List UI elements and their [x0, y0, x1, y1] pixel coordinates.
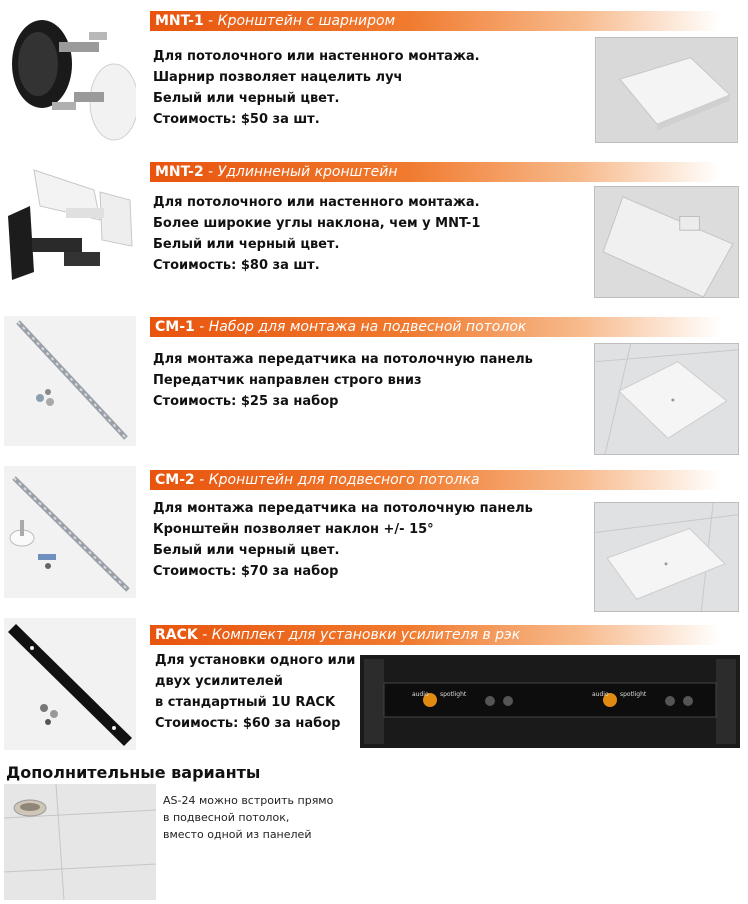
- description-mnt-2: Для потолочного или настенного монтажа. Более широкие углы наклона, чем у MNT-1 Белый или черный цвет. Стоимость: $80 за шт.: [153, 195, 481, 273]
- cm-1-kit-image: [4, 316, 136, 446]
- cm-2-kit-image: [4, 466, 136, 598]
- product-title: Удлинненый кронштейн: [217, 164, 398, 180]
- rack-kit-image: [4, 618, 136, 750]
- additional-options-description: AS-24 можно встроить прямо в подвесной потолок, вместо одной из панелей: [163, 794, 334, 841]
- product-title: Кронштейн с шарниром: [217, 13, 396, 29]
- mnt-2-installed-photo: [594, 186, 739, 298]
- svg-text:audio: audio: [592, 691, 609, 698]
- banner-mnt-1: MNT-1 - Кронштейн с шарниром: [150, 11, 720, 31]
- description-cm-2: Для монтажа передатчика на потолочную панель Кронштейн позволяет наклон +/- 15° Белый или черный цвет. Стоимость: $70 за набор: [153, 501, 533, 579]
- description-mnt-1: Для потолочного или настенного монтажа. Шарнир позволяет нацелить луч Белый или черный цвет. Стоимость: $50 за шт.: [153, 49, 480, 127]
- product-title: Набор для монтажа на подвесной потолок: [208, 319, 527, 335]
- banner-mnt-2: MNT-2 - Удлинненый кронштейн: [150, 162, 720, 182]
- product-code: CM-1: [155, 319, 195, 335]
- product-cm-2: [0, 460, 748, 615]
- banner-cm-2: CM-2 - Кронштейн для подвесного потолка: [150, 470, 720, 490]
- additional-options-title: Дополнительные варианты: [6, 763, 261, 782]
- product-code: RACK: [155, 627, 198, 643]
- svg-text:spotlight: spotlight: [620, 691, 647, 698]
- product-title: Кронштейн для подвесного потолка: [208, 472, 480, 488]
- product-code: MNT-1: [155, 13, 204, 29]
- description-cm-1: Для монтажа передатчика на потолочную панель Передатчик направлен строго вниз Стоимость: $25 за набор: [153, 352, 533, 409]
- mnt-2-bracket-image: [4, 160, 136, 292]
- cm-1-installed-photo: [594, 343, 739, 455]
- banner-cm-1: CM-1 - Набор для монтажа на подвесной потолок: [150, 317, 720, 337]
- product-cm-1: [0, 305, 748, 460]
- mnt-1-installed-photo: [595, 37, 738, 143]
- banner-rack: RACK - Комплект для установки усилителя в рэк: [150, 625, 720, 645]
- product-mnt-2: [0, 150, 748, 305]
- cm-2-installed-photo: [594, 502, 739, 612]
- product-title: Комплект для установки усилителя в рэк: [211, 627, 521, 643]
- product-mnt-1: [0, 0, 748, 150]
- as-24-ceiling-image: [4, 784, 156, 900]
- product-code: CM-2: [155, 472, 195, 488]
- product-code: MNT-2: [155, 164, 204, 180]
- rack-installed-photo: [360, 655, 740, 748]
- mnt-1-bracket-image: [4, 6, 136, 146]
- svg-text:spotlight: spotlight: [440, 691, 467, 698]
- description-rack: Для установки одного или двух усилителей в стандартный 1U RACK Стоимость: $60 за набор: [155, 653, 356, 731]
- svg-text:audio: audio: [412, 691, 429, 698]
- product-rack: [0, 615, 748, 755]
